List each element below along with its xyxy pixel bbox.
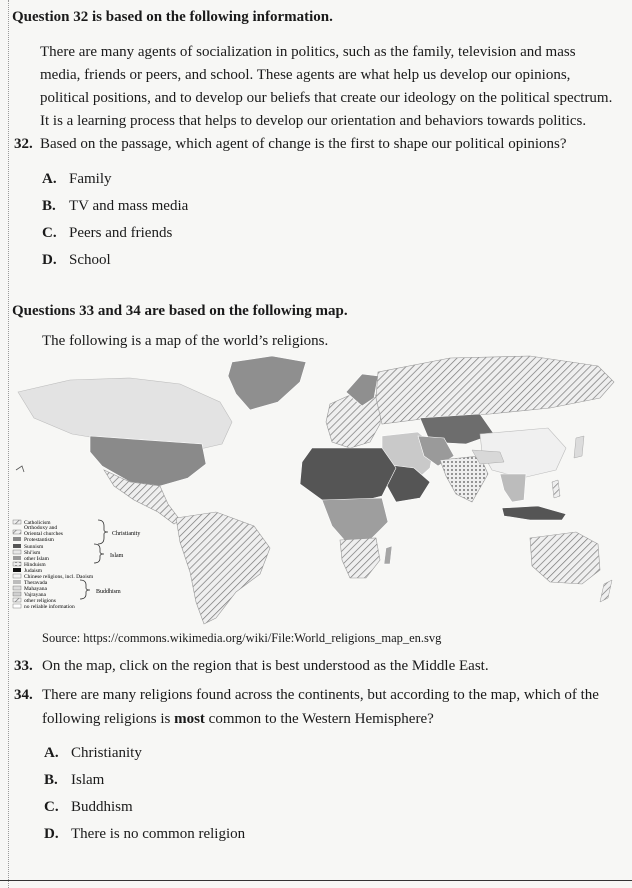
legend-swatch-other-islam — [13, 556, 21, 560]
region-madagascar[interactable] — [384, 546, 392, 564]
legend-catholicism: Catholicism — [24, 520, 51, 526]
q32-question: Based on the passage, which agent of change is the first to shape our political opinions? — [40, 136, 567, 152]
region-new-zealand[interactable] — [600, 580, 612, 602]
option-letter: C. — [44, 799, 59, 815]
q32-option-d[interactable] — [42, 252, 111, 269]
legend-judaism: Judaism — [24, 568, 43, 574]
legend-sunnism: Sunnism — [24, 544, 44, 550]
option-letter: D. — [44, 826, 59, 842]
q32-option-b[interactable] — [42, 198, 188, 215]
q32-passage-line-2: media, friends or peers, and school. These agents are what help us develop our opinions, — [40, 67, 571, 83]
q33-question: On the map, click on the region that is best understood as the Middle East. — [42, 658, 489, 674]
legend-swatch-hinduism — [13, 562, 21, 566]
q34-text-bold: most — [174, 711, 205, 727]
region-philippines[interactable] — [552, 480, 560, 498]
world-religions-map[interactable] — [10, 352, 622, 628]
option-letter: A. — [44, 745, 59, 761]
legend-chinese: Chinese religions, incl. Daoism — [24, 574, 94, 580]
legend-christianity: Christianity — [112, 531, 141, 537]
option-text: Islam — [71, 772, 105, 788]
legend-brace-islam — [94, 544, 104, 563]
q32-option-c[interactable] — [42, 225, 172, 242]
legend-orthodoxy-2: Oriental churches — [24, 531, 63, 537]
region-japan[interactable] — [574, 436, 584, 458]
region-central-africa[interactable] — [322, 498, 388, 542]
option-letter: D. — [42, 252, 57, 268]
map-edge-mark — [16, 466, 24, 472]
region-southeast-asia[interactable] — [500, 474, 526, 502]
legend-swatch-vajrayana — [13, 592, 21, 596]
legend-swatch-protestantism — [13, 537, 21, 541]
option-text: School — [69, 252, 111, 268]
region-greenland[interactable] — [228, 356, 306, 410]
option-text: Buddhism — [71, 799, 133, 815]
region-indonesia[interactable] — [502, 506, 566, 520]
q34-text-pre: following religions is — [42, 711, 175, 727]
region-usa[interactable] — [90, 436, 206, 486]
legend-swatch-shiism — [13, 550, 21, 554]
option-text: TV and mass media — [69, 198, 189, 214]
option-letter: C. — [42, 225, 57, 241]
legend-swatch-judaism — [13, 568, 21, 572]
option-text: Christianity — [71, 745, 142, 761]
bottom-rule — [0, 880, 632, 881]
legend-swatch-sunnism — [13, 544, 21, 548]
legend-swatch-theravada — [13, 580, 21, 584]
q34-question-line-1: There are many religions found across the continents, but according to the map, which of the — [42, 687, 599, 703]
q32-number: 32. — [14, 136, 33, 152]
q32-passage-line-3: political positions, and to develop our beliefs that create our ideology on the political spectrum. — [40, 90, 613, 106]
q34-text-post: common to the Western Hemisphere? — [204, 711, 434, 727]
legend-theravada: Theravada — [24, 580, 48, 586]
region-australia[interactable] — [530, 532, 600, 584]
legend-no-info: no reliable information — [24, 604, 75, 610]
legend-other-islam: other Islam — [24, 556, 49, 562]
option-text: Family — [69, 171, 112, 187]
legend-islam: Islam — [110, 553, 124, 559]
legend-hinduism: Hinduism — [24, 562, 46, 568]
q34-option-d[interactable] — [44, 826, 245, 843]
option-letter: A. — [42, 171, 57, 187]
legend-swatch-catholicism — [13, 520, 21, 524]
legend-shiism: Shi'ism — [24, 550, 41, 556]
option-letter: B. — [42, 198, 56, 214]
legend-other-religions: other religions — [24, 598, 56, 604]
q33-number: 33. — [14, 658, 33, 674]
legend-swatch-orthodoxy — [13, 530, 21, 534]
q34-option-c[interactable] — [44, 799, 133, 816]
option-letter: B. — [44, 772, 58, 788]
margin-line — [8, 0, 9, 888]
q34-question-line-2 — [42, 711, 434, 728]
map-intro: The following is a map of the world’s religions. — [42, 333, 329, 349]
legend-buddhism: Buddhism — [96, 589, 121, 595]
legend-swatch-chinese — [13, 574, 21, 578]
region-north-africa[interactable] — [300, 448, 396, 502]
legend-brace-buddhism — [80, 580, 90, 599]
legend-orthodoxy-1: Orthodoxy and — [24, 525, 58, 531]
option-text: There is no common religion — [71, 826, 246, 842]
q32-passage-line-4: It is a learning process that helps to develop our orientation and behaviors towards politics. — [40, 113, 587, 129]
q34-option-b[interactable] — [44, 772, 104, 789]
region-southern-africa[interactable] — [340, 538, 380, 578]
map-legend — [13, 520, 140, 610]
q32-header: Question 32 is based on the following information. — [12, 9, 333, 25]
legend-protestantism: Protestantism — [24, 537, 54, 543]
region-south-america[interactable] — [176, 512, 270, 624]
legend-swatch-no-info — [13, 604, 21, 608]
legend-swatch-mahayana — [13, 586, 21, 590]
q32-passage-line-1: There are many agents of socialization in politics, such as the family, television and mass — [40, 44, 576, 60]
legend-swatch-other-religions — [13, 598, 21, 602]
map-source: Source: https://commons.wikimedia.org/wiki/File:World_religions_map_en.svg — [42, 631, 442, 645]
legend-mahayana: Mahayana — [24, 586, 47, 592]
legend-vajrayana: Vajrayana — [24, 592, 46, 598]
q34-option-a[interactable] — [44, 745, 142, 762]
q32-option-a[interactable] — [42, 171, 112, 188]
region-russia[interactable] — [376, 356, 614, 424]
q33-34-header: Questions 33 and 34 are based on the following map. — [12, 303, 348, 319]
legend-brace-christianity — [98, 520, 108, 544]
option-text: Peers and friends — [69, 225, 173, 241]
q34-number: 34. — [14, 687, 33, 703]
